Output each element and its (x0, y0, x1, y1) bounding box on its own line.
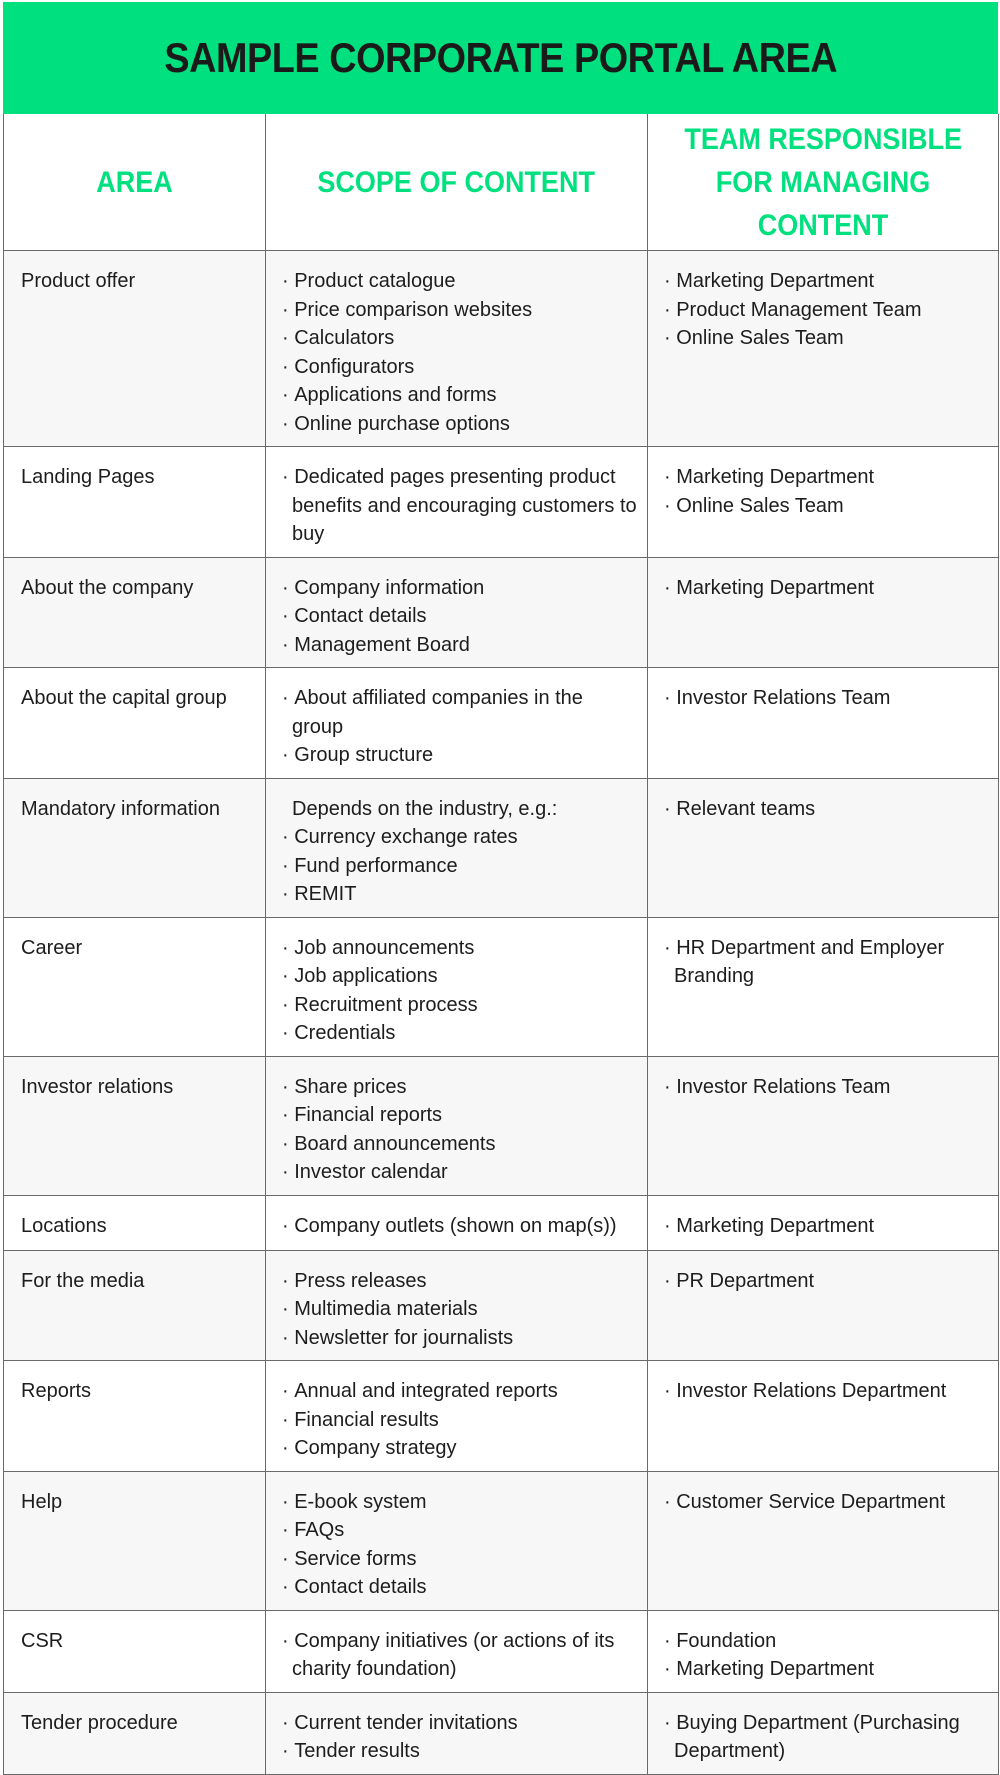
scope-item: · Investor calendar (282, 1158, 637, 1187)
scope-item: · Job announcements (282, 934, 637, 963)
team-item: · Buying Department (Purchasing Department) (664, 1709, 988, 1766)
area-cell: Career (4, 917, 266, 1056)
scope-item: · Company initiatives (or actions of its charity foundation) (282, 1627, 637, 1684)
scope-item: · Contact details (282, 602, 637, 631)
scope-item: · Company strategy (282, 1434, 637, 1463)
table-row (4, 251, 999, 447)
scope-item: · Board announcements (282, 1130, 637, 1159)
team-item: · Marketing Department (664, 267, 988, 296)
scope-item: · Contact details (282, 1573, 637, 1602)
area-cell: CSR (4, 1610, 266, 1692)
area-cell: Landing Pages (4, 447, 266, 558)
team-item: · Marketing Department (664, 1212, 988, 1241)
scope-cell (266, 1195, 648, 1250)
table-row (4, 557, 999, 668)
scope-cell (266, 917, 648, 1056)
team-item: · Investor Relations Team (664, 684, 988, 713)
scope-item: · Management Board (282, 631, 637, 660)
scope-item: · Service forms (282, 1545, 637, 1574)
area-cell: About the company (4, 557, 266, 668)
team-item: · Online Sales Team (664, 492, 988, 521)
team-item: · Foundation (664, 1627, 988, 1656)
scope-item: · Job applications (282, 962, 637, 991)
scope-cell (266, 668, 648, 779)
team-cell (648, 1610, 999, 1692)
scope-item: · Dedicated pages presenting product benefits and encouraging customers to buy (282, 463, 637, 549)
scope-cell (266, 1361, 648, 1472)
scope-item: · Company outlets (shown on map(s)) (282, 1212, 637, 1241)
table-row (4, 1610, 999, 1692)
header-scope: SCOPE OF CONTENT (266, 114, 648, 251)
scope-item: · Price comparison websites (282, 296, 637, 325)
scope-item: · Applications and forms (282, 381, 637, 410)
scope-item: · Multimedia materials (282, 1295, 637, 1324)
team-item: · Marketing Department (664, 463, 988, 492)
team-cell (648, 668, 999, 779)
scope-cell (266, 1250, 648, 1361)
team-cell (648, 1250, 999, 1361)
scope-item: · Current tender invitations (282, 1709, 637, 1738)
team-cell (648, 447, 999, 558)
scope-item: · About affiliated companies in the group (282, 684, 637, 741)
scope-item: · Newsletter for journalists (282, 1324, 637, 1353)
scope-item: · Calculators (282, 324, 637, 353)
table-row (4, 1056, 999, 1195)
area-cell: Product offer (4, 251, 266, 447)
area-cell: Locations (4, 1195, 266, 1250)
scope-item: · REMIT (282, 880, 637, 909)
team-item: · Marketing Department (664, 574, 988, 603)
area-cell: Reports (4, 1361, 266, 1472)
header-team: TEAM RESPONSIBLE FOR MANAGING CONTENT (648, 114, 999, 251)
area-cell: Help (4, 1471, 266, 1610)
area-cell: For the media (4, 1250, 266, 1361)
scope-cell (266, 447, 648, 558)
team-cell (648, 1471, 999, 1610)
team-item: · HR Department and Employer Branding (664, 934, 988, 991)
scope-item: · E-book system (282, 1488, 637, 1517)
scope-item: · Credentials (282, 1019, 637, 1048)
portal-area-table (3, 114, 999, 1775)
scope-item: · Group structure (282, 741, 637, 770)
team-cell (648, 251, 999, 447)
table-row (4, 1250, 999, 1361)
scope-cell (266, 1610, 648, 1692)
scope-item: · Currency exchange rates (282, 823, 637, 852)
scope-cell (266, 1471, 648, 1610)
table-row (4, 447, 999, 558)
scope-item: · Configurators (282, 353, 637, 382)
area-cell: Mandatory information (4, 778, 266, 917)
team-item: · Investor Relations Team (664, 1073, 988, 1102)
table-body (4, 251, 999, 1775)
team-cell (648, 917, 999, 1056)
title-bar (3, 2, 998, 114)
scope-item: · Press releases (282, 1267, 637, 1296)
scope-item: · Online purchase options (282, 410, 637, 439)
team-item: · Online Sales Team (664, 324, 988, 353)
team-item: · Marketing Department (664, 1655, 988, 1684)
table-row (4, 1692, 999, 1774)
area-cell: Investor relations (4, 1056, 266, 1195)
scope-item: · Financial results (282, 1406, 637, 1435)
scope-cell (266, 1692, 648, 1774)
team-item: · PR Department (664, 1267, 988, 1296)
scope-item: · Company information (282, 574, 637, 603)
scope-item: · Product catalogue (282, 267, 637, 296)
area-cell: About the capital group (4, 668, 266, 779)
portal-area-document (3, 2, 998, 1775)
scope-cell (266, 557, 648, 668)
area-cell: Tender procedure (4, 1692, 266, 1774)
scope-cell (266, 251, 648, 447)
scope-intro: Depends on the industry, e.g.: (292, 797, 558, 820)
table-row (4, 1361, 999, 1472)
table-row (4, 1471, 999, 1610)
scope-item: · Financial reports (282, 1101, 637, 1130)
scope-item: · Recruitment process (282, 991, 637, 1020)
scope-item: · Annual and integrated reports (282, 1377, 637, 1406)
scope-cell (266, 1056, 648, 1195)
header-area: AREA (4, 114, 266, 251)
table-row (4, 778, 999, 917)
table-row (4, 668, 999, 779)
team-cell (648, 557, 999, 668)
scope-item: · Fund performance (282, 852, 637, 881)
scope-item: · FAQs (282, 1516, 637, 1545)
scope-item: · Share prices (282, 1073, 637, 1102)
team-cell (648, 778, 999, 917)
team-cell (648, 1692, 999, 1774)
scope-item: · Tender results (282, 1737, 637, 1766)
table-header-row (4, 114, 999, 251)
team-item: · Product Management Team (664, 296, 988, 325)
page-title: SAMPLE CORPORATE PORTAL AREA (164, 34, 837, 81)
team-item: · Relevant teams (664, 795, 988, 824)
team-cell (648, 1195, 999, 1250)
table-row (4, 1195, 999, 1250)
team-cell (648, 1361, 999, 1472)
team-item: · Customer Service Department (664, 1488, 988, 1517)
scope-cell (266, 778, 648, 917)
table-row (4, 917, 999, 1056)
team-cell (648, 1056, 999, 1195)
team-item: · Investor Relations Department (664, 1377, 988, 1406)
